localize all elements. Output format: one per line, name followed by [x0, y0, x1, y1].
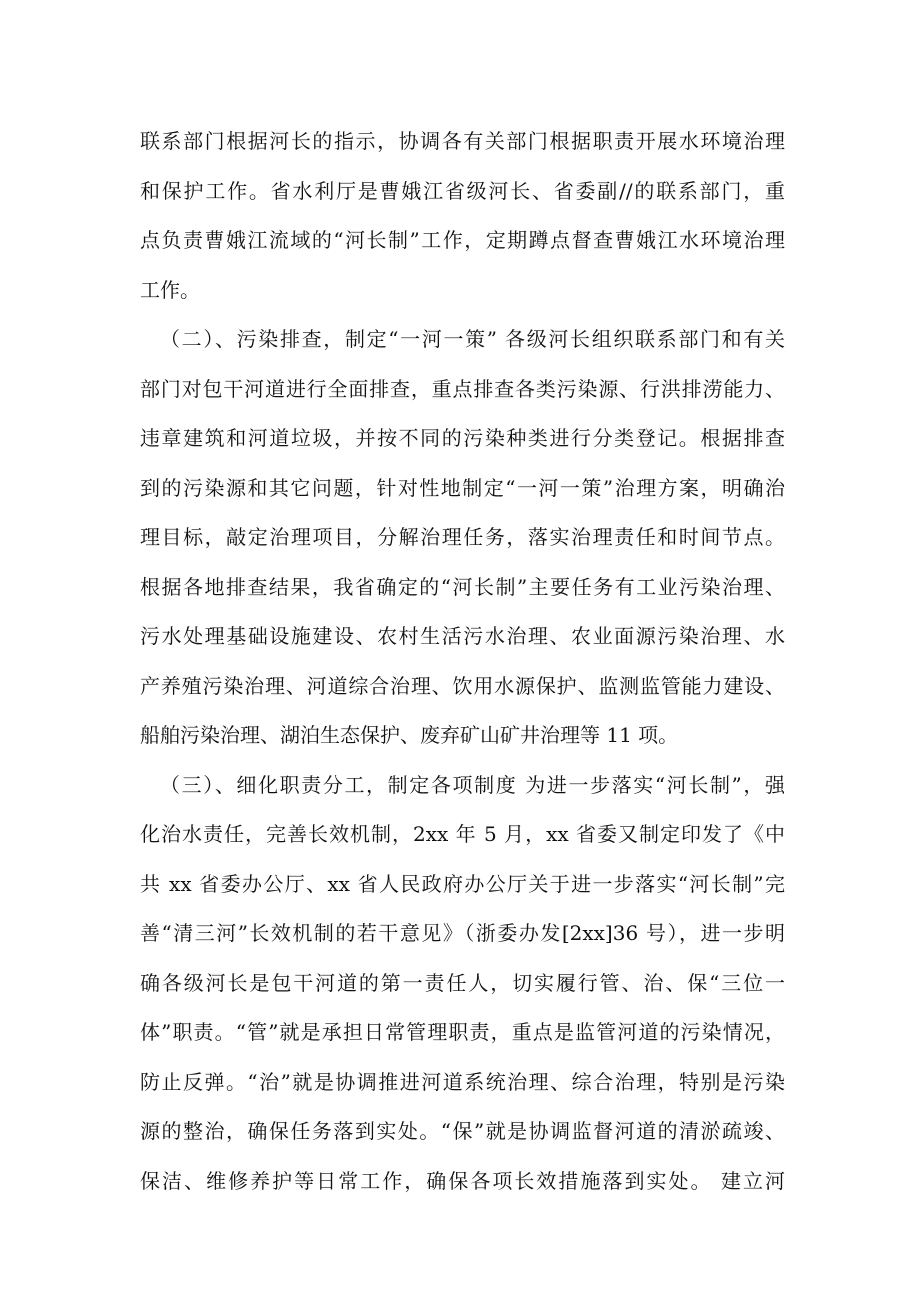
text-line: 和保护工作。省水利厅是曹娥江省级河长、省委副//的联系部门，重	[140, 178, 785, 203]
text-line: 根据各地排查结果，我省确定的“河长制”主要任务有工业污染治理、	[140, 574, 785, 599]
text-line: 船舶污染治理、湖泊生态保护、废弃矿山矿井治理等 11 项。	[140, 723, 679, 747]
text-line: 防止反弹。“治”就是协调推进河道系统治理、综合治理，特别是污染	[140, 1069, 785, 1094]
document-body	[140, 117, 785, 1206]
text-line: （三）、细化职责分工，制定各项制度 为进一步落实“河长制”，强	[160, 772, 785, 797]
text-line: 污水处理基础设施建设、农村生活污水治理、农业面源污染治理、水	[140, 624, 785, 648]
text-line: 理目标，敲定治理项目，分解治理任务，落实治理责任和时间节点。	[140, 525, 785, 549]
text-line: 工作。	[140, 277, 200, 302]
text-line: 确各级河长是包干河道的第一责任人，切实履行管、治、保“三位一	[140, 970, 785, 995]
text-line: 共 xx 省委办公厅、xx 省人民政府办公厅关于进一步落实“河长制”完	[140, 871, 785, 896]
text-line: 化治水责任，完善长效机制，2xx 年 5 月，xx 省委又制定印发了《中	[140, 822, 785, 846]
text-line: 产养殖污染治理、河道综合治理、饮用水源保护、监测监管能力建设、	[140, 673, 785, 698]
text-line: 善“清三河”长效机制的若干意见》（浙委办发[2xx]36 号），进一步明	[140, 921, 785, 945]
text-line: （二）、污染排查，制定“一河一策” 各级河长组织联系部门和有关	[160, 327, 785, 351]
text-line: 到的污染源和其它问题，针对性地制定“一河一策”治理方案，明确治	[140, 475, 785, 500]
text-line: 保洁、维修养护等日常工作，确保各项长效措施落到实处。 建立河	[140, 1168, 785, 1193]
text-line: 源的整治，确保任务落到实处。“保”就是协调监督河道的清淤疏竣、	[140, 1119, 785, 1143]
text-line: 体”职责。“管”就是承担日常管理职责，重点是监管河道的污染情况，	[140, 1020, 785, 1044]
text-line: 违章建筑和河道垃圾，并按不同的污染种类进行分类登记。根据排查	[140, 426, 785, 450]
text-line: 联系部门根据河长的指示，协调各有关部门根据职责开展水环境治理	[140, 129, 785, 153]
text-line: 部门对包干河道进行全面排查，重点排查各类污染源、行洪排涝能力、	[140, 376, 785, 401]
text-line: 点负责曹娥江流域的“河长制”工作，定期蹲点督查曹娥江水环境治理	[140, 228, 785, 252]
